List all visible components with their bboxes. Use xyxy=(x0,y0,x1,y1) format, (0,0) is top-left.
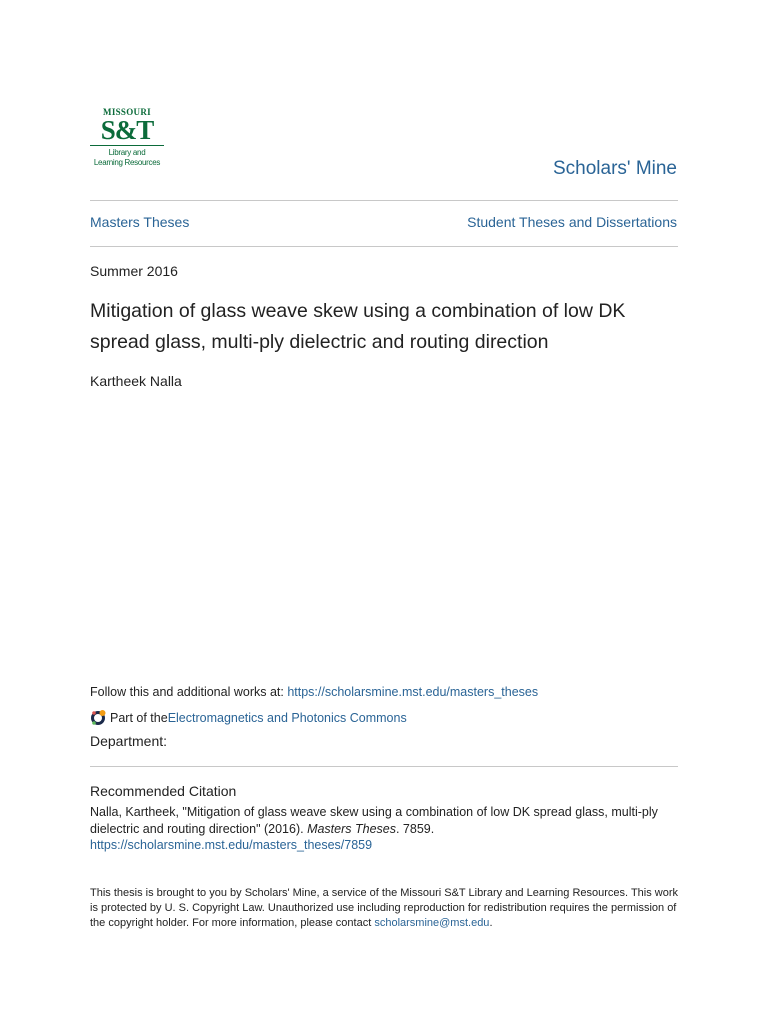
follow-line xyxy=(90,685,538,699)
part-of-text: Part of the xyxy=(110,710,168,725)
student-theses-link[interactable]: Student Theses and Dissertations xyxy=(467,214,677,230)
publication-season: Summer 2016 xyxy=(90,263,178,279)
follow-text: Follow this and additional works at: xyxy=(90,685,288,699)
nav-divider xyxy=(90,246,678,247)
citation-text xyxy=(90,804,680,854)
citation-series: Masters Theses xyxy=(307,821,396,836)
citation-body: Nalla, Kartheek, "Mitigation of glass weave skew using a combination of low DK spread glass, multi-ply dielectric and routing direction" (2016). xyxy=(90,805,658,836)
part-of-line xyxy=(90,709,407,726)
logo-learning-text: Learning Resources xyxy=(93,158,161,167)
logo-library-text: Library and xyxy=(108,148,146,157)
citation-divider xyxy=(90,766,678,767)
commons-network-icon xyxy=(90,709,107,726)
header-divider xyxy=(90,200,678,201)
copyright-end: . xyxy=(489,917,493,929)
logo-st-text: S&T xyxy=(100,115,154,145)
commons-link[interactable]: Electromagnetics and Photonics Commons xyxy=(167,710,407,725)
logo-divider xyxy=(90,145,164,146)
masters-theses-url-link[interactable]: https://scholarsmine.mst.edu/masters_theses xyxy=(287,685,539,699)
library-logo[interactable] xyxy=(90,107,164,183)
author-name: Kartheek Nalla xyxy=(90,373,182,389)
site-title-link[interactable]: Scholars' Mine xyxy=(552,158,677,179)
citation-number: . 7859. xyxy=(395,821,435,836)
copyright-notice xyxy=(90,886,680,931)
citation-url-link[interactable]: https://scholarsmine.mst.edu/masters_theses/7859 xyxy=(90,838,373,852)
contact-email-link[interactable]: scholarsmine@mst.edu xyxy=(374,917,490,929)
recommended-citation-heading: Recommended Citation xyxy=(90,783,237,799)
department-label: Department: xyxy=(90,733,168,749)
masters-theses-link[interactable]: Masters Theses xyxy=(90,214,190,230)
logo-missouri-text: MISSOURI xyxy=(103,107,151,117)
thesis-title: Mitigation of glass weave skew using a combination of low DK spread glass, multi-ply dielectric and routing direction xyxy=(90,300,626,353)
copyright-text: This thesis is brought to you by Scholars' Mine, a service of the Missouri S&T Library and Learning Resources. This work is protected by U. S. Copyright Law. Unauthorized use including reproduction for redistribution requires the permission of the copyright holder. For more information, please contact xyxy=(90,887,679,929)
